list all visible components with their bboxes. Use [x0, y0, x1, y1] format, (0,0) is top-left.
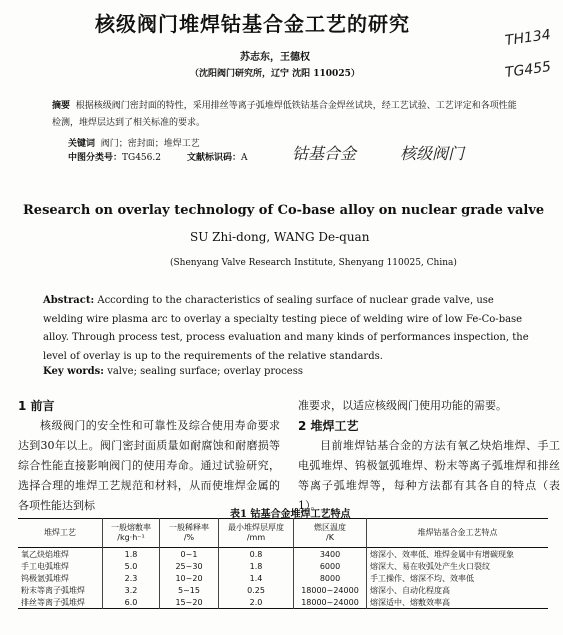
- table-cell: 5.0: [103, 560, 160, 572]
- table-cell: 3400: [294, 548, 367, 561]
- table-cell: 6.0: [103, 596, 160, 609]
- table-caption: 表1 钴基合金堆焊工艺特点: [230, 509, 351, 520]
- table-cell: 18000~24000: [294, 584, 367, 596]
- table-cell: 8000: [294, 572, 367, 584]
- table-cell: 10~20: [160, 572, 219, 584]
- table-header: 燃区温度 /K: [294, 519, 367, 548]
- keywords-cn: [68, 136, 200, 149]
- column-right: [298, 396, 560, 516]
- handwritten-note: TH134: [504, 26, 552, 50]
- classification-value: TG456.2: [122, 153, 161, 163]
- classification-cn: [68, 150, 248, 163]
- keywords-cn-label: 关键词: [68, 139, 96, 149]
- keywords-en-label: Key words:: [43, 366, 104, 377]
- affiliation-cn: （沈阳阀门研究所，辽宁 沈阳 110025）: [190, 69, 360, 79]
- table-cell: 2.0: [219, 596, 294, 609]
- table-header: 堆焊工艺: [44, 528, 76, 537]
- authors-en: SU Zhi-dong, WANG De-quan: [190, 230, 370, 244]
- table-cell: 熔深小、效率低、堆焊金属中有增碳现象: [367, 548, 549, 561]
- table-row: [18, 572, 548, 584]
- table-header: 最小堆焊层厚度 /mm: [219, 519, 294, 548]
- abstract-cn-label: 摘要: [52, 101, 71, 111]
- table-cell: 1.4: [219, 572, 294, 584]
- section-paragraph: 目前堆焊钴基合金的方法有氧乙炔焰堆焊、手工电弧堆焊、钨极氩弧堆焊、粉末等离子弧堆焊和排丝等离子弧堆焊等，每种方法都有其各自的特点（表1）。: [298, 439, 560, 512]
- table-cell: 手工操作、熔深不均、效率低: [367, 572, 549, 584]
- table-header: 堆焊钴基合金工艺特点: [367, 519, 549, 548]
- table-row: [18, 560, 548, 572]
- table-cell: 手工电弧堆焊: [21, 561, 69, 571]
- table-header: 一般稀释率 /%: [160, 519, 219, 548]
- paper-title-en: Research on overlay technology of Co-base alloy on nuclear grade valve: [23, 203, 545, 218]
- table-cell: 1.8: [219, 560, 294, 572]
- table-row: [18, 548, 548, 561]
- process-table: [18, 518, 548, 609]
- table-cell: 熔深大、易在收弧处产生火口裂纹: [367, 560, 549, 572]
- table-row: [18, 584, 548, 596]
- table-cell: 排丝等离子弧堆焊: [21, 597, 85, 607]
- keywords-cn-text: 阀门；密封面；堆焊工艺: [100, 139, 200, 149]
- section-paragraph: 核级阀门的安全性和可靠性及综合使用寿命要求达到30年以上。阀门密封面质量如耐腐蚀和耐磨损等综合性能直接影响阀门的使用寿命。通过试验研究，选择合理的堆焊工艺规范和材料，从而使堆焊金属的各项性能达到标: [18, 419, 280, 512]
- table-header-row: [18, 519, 548, 548]
- table-cell: 氧乙炔焰堆焊: [21, 549, 69, 559]
- affiliation-en: (Shenyang Valve Research Institute, Shenyang 110025, China): [170, 258, 457, 268]
- table-cell: 1.8: [103, 548, 160, 561]
- table-cell: 6000: [294, 560, 367, 572]
- handwritten-note: TG455: [504, 58, 553, 82]
- paper-title: 核级阀门堆焊钴基合金工艺的研究: [95, 12, 410, 36]
- table-cell: 3.2: [103, 584, 160, 596]
- table-cell: 25~30: [160, 560, 219, 572]
- table-row: [18, 596, 548, 609]
- keywords-en-text: valve; sealing surface; overlay process: [107, 366, 303, 377]
- table-cell: 0.8: [219, 548, 294, 561]
- table-header: 一般熔敷率 /kg·h⁻¹: [103, 519, 160, 548]
- abstract-en-label: Abstract:: [43, 295, 95, 306]
- table-cell: 2.3: [103, 572, 160, 584]
- table-cell: 钨极氩弧堆焊: [21, 573, 69, 583]
- section-heading: 2 堆焊工艺: [298, 419, 359, 433]
- abstract-en: [43, 292, 533, 366]
- section-paragraph: 准要求，以适应核级阀门使用功能的需要。: [298, 399, 507, 412]
- classification-label: 中图分类号：: [68, 153, 123, 163]
- table-cell: 18000~24000: [294, 596, 367, 609]
- table-cell: 0.25: [219, 584, 294, 596]
- handwritten-note: 核级阀门: [400, 144, 465, 163]
- abstract-cn: [52, 98, 522, 132]
- table-cell: 5~15: [160, 584, 219, 596]
- table-cell: 熔深适中、熔敷效率高: [367, 596, 549, 609]
- authors-cn: 苏志东，王德权: [240, 52, 310, 63]
- table-cell: 粉末等离子弧堆焊: [21, 585, 85, 595]
- column-left: [18, 396, 280, 516]
- doc-code-value: A: [241, 153, 248, 163]
- table-cell: 熔深小、自动化程度高: [367, 584, 549, 596]
- handwritten-note: 钴基合金: [292, 144, 357, 163]
- keywords-en: [43, 366, 303, 377]
- table-cell: 0~1: [160, 548, 219, 561]
- abstract-cn-text: 根据核级阀门密封面的特性，采用排丝等离子弧堆焊低铁钴基合金焊丝试块，经工艺试验、工艺评定和各项性能检测，堆焊层达到了相关标准的要求。: [52, 101, 517, 128]
- table-cell: 15~20: [160, 596, 219, 609]
- section-heading: 1 前言: [18, 399, 55, 413]
- abstract-en-text: According to the characteristics of sealing surface of nuclear grade valve, use welding wire plasma arc to overlay a specialty testing piece of welding wire of low Fe-Co-base alloy. Through process test, process evaluation and many kinds of performances inspection, the level of overlay is up to the requirements of the relative standards.: [43, 295, 529, 362]
- doc-code-label: 文献标识码：: [186, 153, 241, 163]
